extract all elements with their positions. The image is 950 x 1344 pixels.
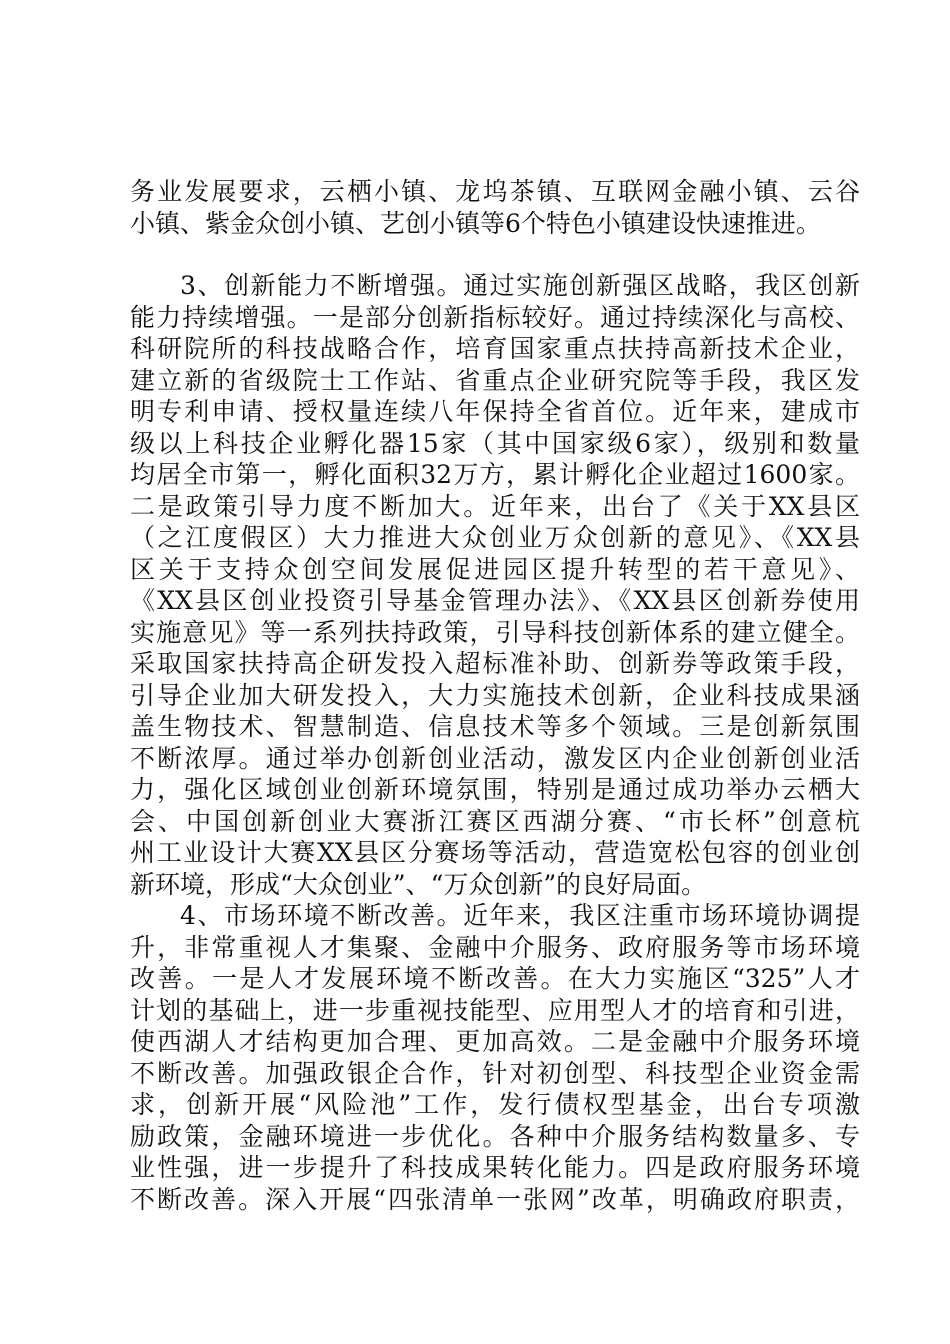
text-line: 4、市场环境不断改善。近年来，我区注重市场环境协调提 <box>180 901 860 930</box>
text-line: 均居全市第一，孵化面积32万方，累计孵化企业超过1600家。 <box>130 460 860 489</box>
text-line: 引导企业加大研发投入，大力实施技术创新，企业科技成果涵 <box>130 680 860 710</box>
text-line: 明专利申请、授权量连续八年保持全省首位。近年来，建成市 <box>130 397 860 426</box>
text-line: 科研院所的科技战略合作，培育国家重点扶持高新技术企业， <box>130 334 860 363</box>
text-line: 力，强化区域创业创新环境氛围，特别是通过成功举办云栖大 <box>130 775 860 804</box>
text-line: 区关于支持众创空间发展促进园区提升转型的若干意见》、 <box>130 554 860 584</box>
text-line: 新环境，形成“大众创业”、“万众创新”的良好局面。 <box>130 869 707 899</box>
paragraph-4 <box>130 900 860 1215</box>
text-line: 二是政策引导力度不断加大。近年来，出台了《关于XX县区 <box>130 491 860 521</box>
text-line: （之江度假区）大力推进大众创业万众创新的意见》、《XX县 <box>130 523 860 552</box>
text-line: 务业发展要求，云栖小镇、龙坞茶镇、互联网金融小镇、云谷 <box>130 177 860 206</box>
text-line: 计划的基础上，进一步重视技能型、应用型人才的培育和引进， <box>130 995 860 1025</box>
text-line: 励政策，金融环境进一步优化。各种中介服务结构数量多、专 <box>130 1121 860 1151</box>
text-line: 级以上科技企业孵化器15家（其中国家级6家），级别和数量 <box>130 428 860 458</box>
text-line: 建立新的省级院士工作站、省重点企业研究院等手段，我区发 <box>130 365 860 395</box>
text-line: 升，非常重视人才集聚、金融中介服务、政府服务等市场环境 <box>130 932 860 962</box>
text-line: 能力持续增强。一是部分创新指标较好。通过持续深化与高校、 <box>130 302 860 332</box>
text-line: 3、创新能力不断增强。通过实施创新强区战略，我区创新 <box>180 271 860 300</box>
text-line: 州工业设计大赛XX县区分赛场等活动，营造宽松包容的创业创 <box>130 838 860 867</box>
text-line: 不断改善。加强政银企合作，针对初创型、科技型企业资金需 <box>130 1058 860 1088</box>
text-line: 采取国家扶持高企研发投入超标准补助、创新券等政策手段， <box>130 649 860 678</box>
text-line: 盖生物技术、智慧制造、信息技术等多个领域。三是创新氛围 <box>130 712 860 741</box>
paragraph-continuation <box>130 176 860 239</box>
text-line: 实施意见》等一系列扶持政策，引导科技创新体系的建立健全。 <box>130 617 860 647</box>
text-line: 不断浓厚。通过举办创新创业活动，激发区内企业创新创业活 <box>130 743 860 773</box>
text-line: 求，创新开展“风险池”工作，发行债权型基金，出台专项激 <box>130 1090 860 1119</box>
text-line: 业性强，进一步提升了科技成果转化能力。四是政府服务环境 <box>130 1153 860 1182</box>
text-line: 小镇、紫金众创小镇、艺创小镇等6个特色小镇建设快速推进。 <box>130 208 821 238</box>
paragraph-3 <box>130 270 860 900</box>
text-line: 会、中国创新创业大赛浙江赛区西湖分赛、“市长杯”创意杭 <box>130 806 860 836</box>
text-line: 使西湖人才结构更加合理、更加高效。二是金融中介服务环境 <box>130 1027 860 1056</box>
text-line: 改善。一是人才发展环境不断改善。在大力实施区“325”人才 <box>130 964 860 993</box>
text-line: 《XX县区创业投资引导基金管理办法》、《XX县区创新券使用 <box>130 586 860 615</box>
text-line: 不断改善。深入开展“四张清单一张网”改革，明确政府职责， <box>130 1184 860 1214</box>
